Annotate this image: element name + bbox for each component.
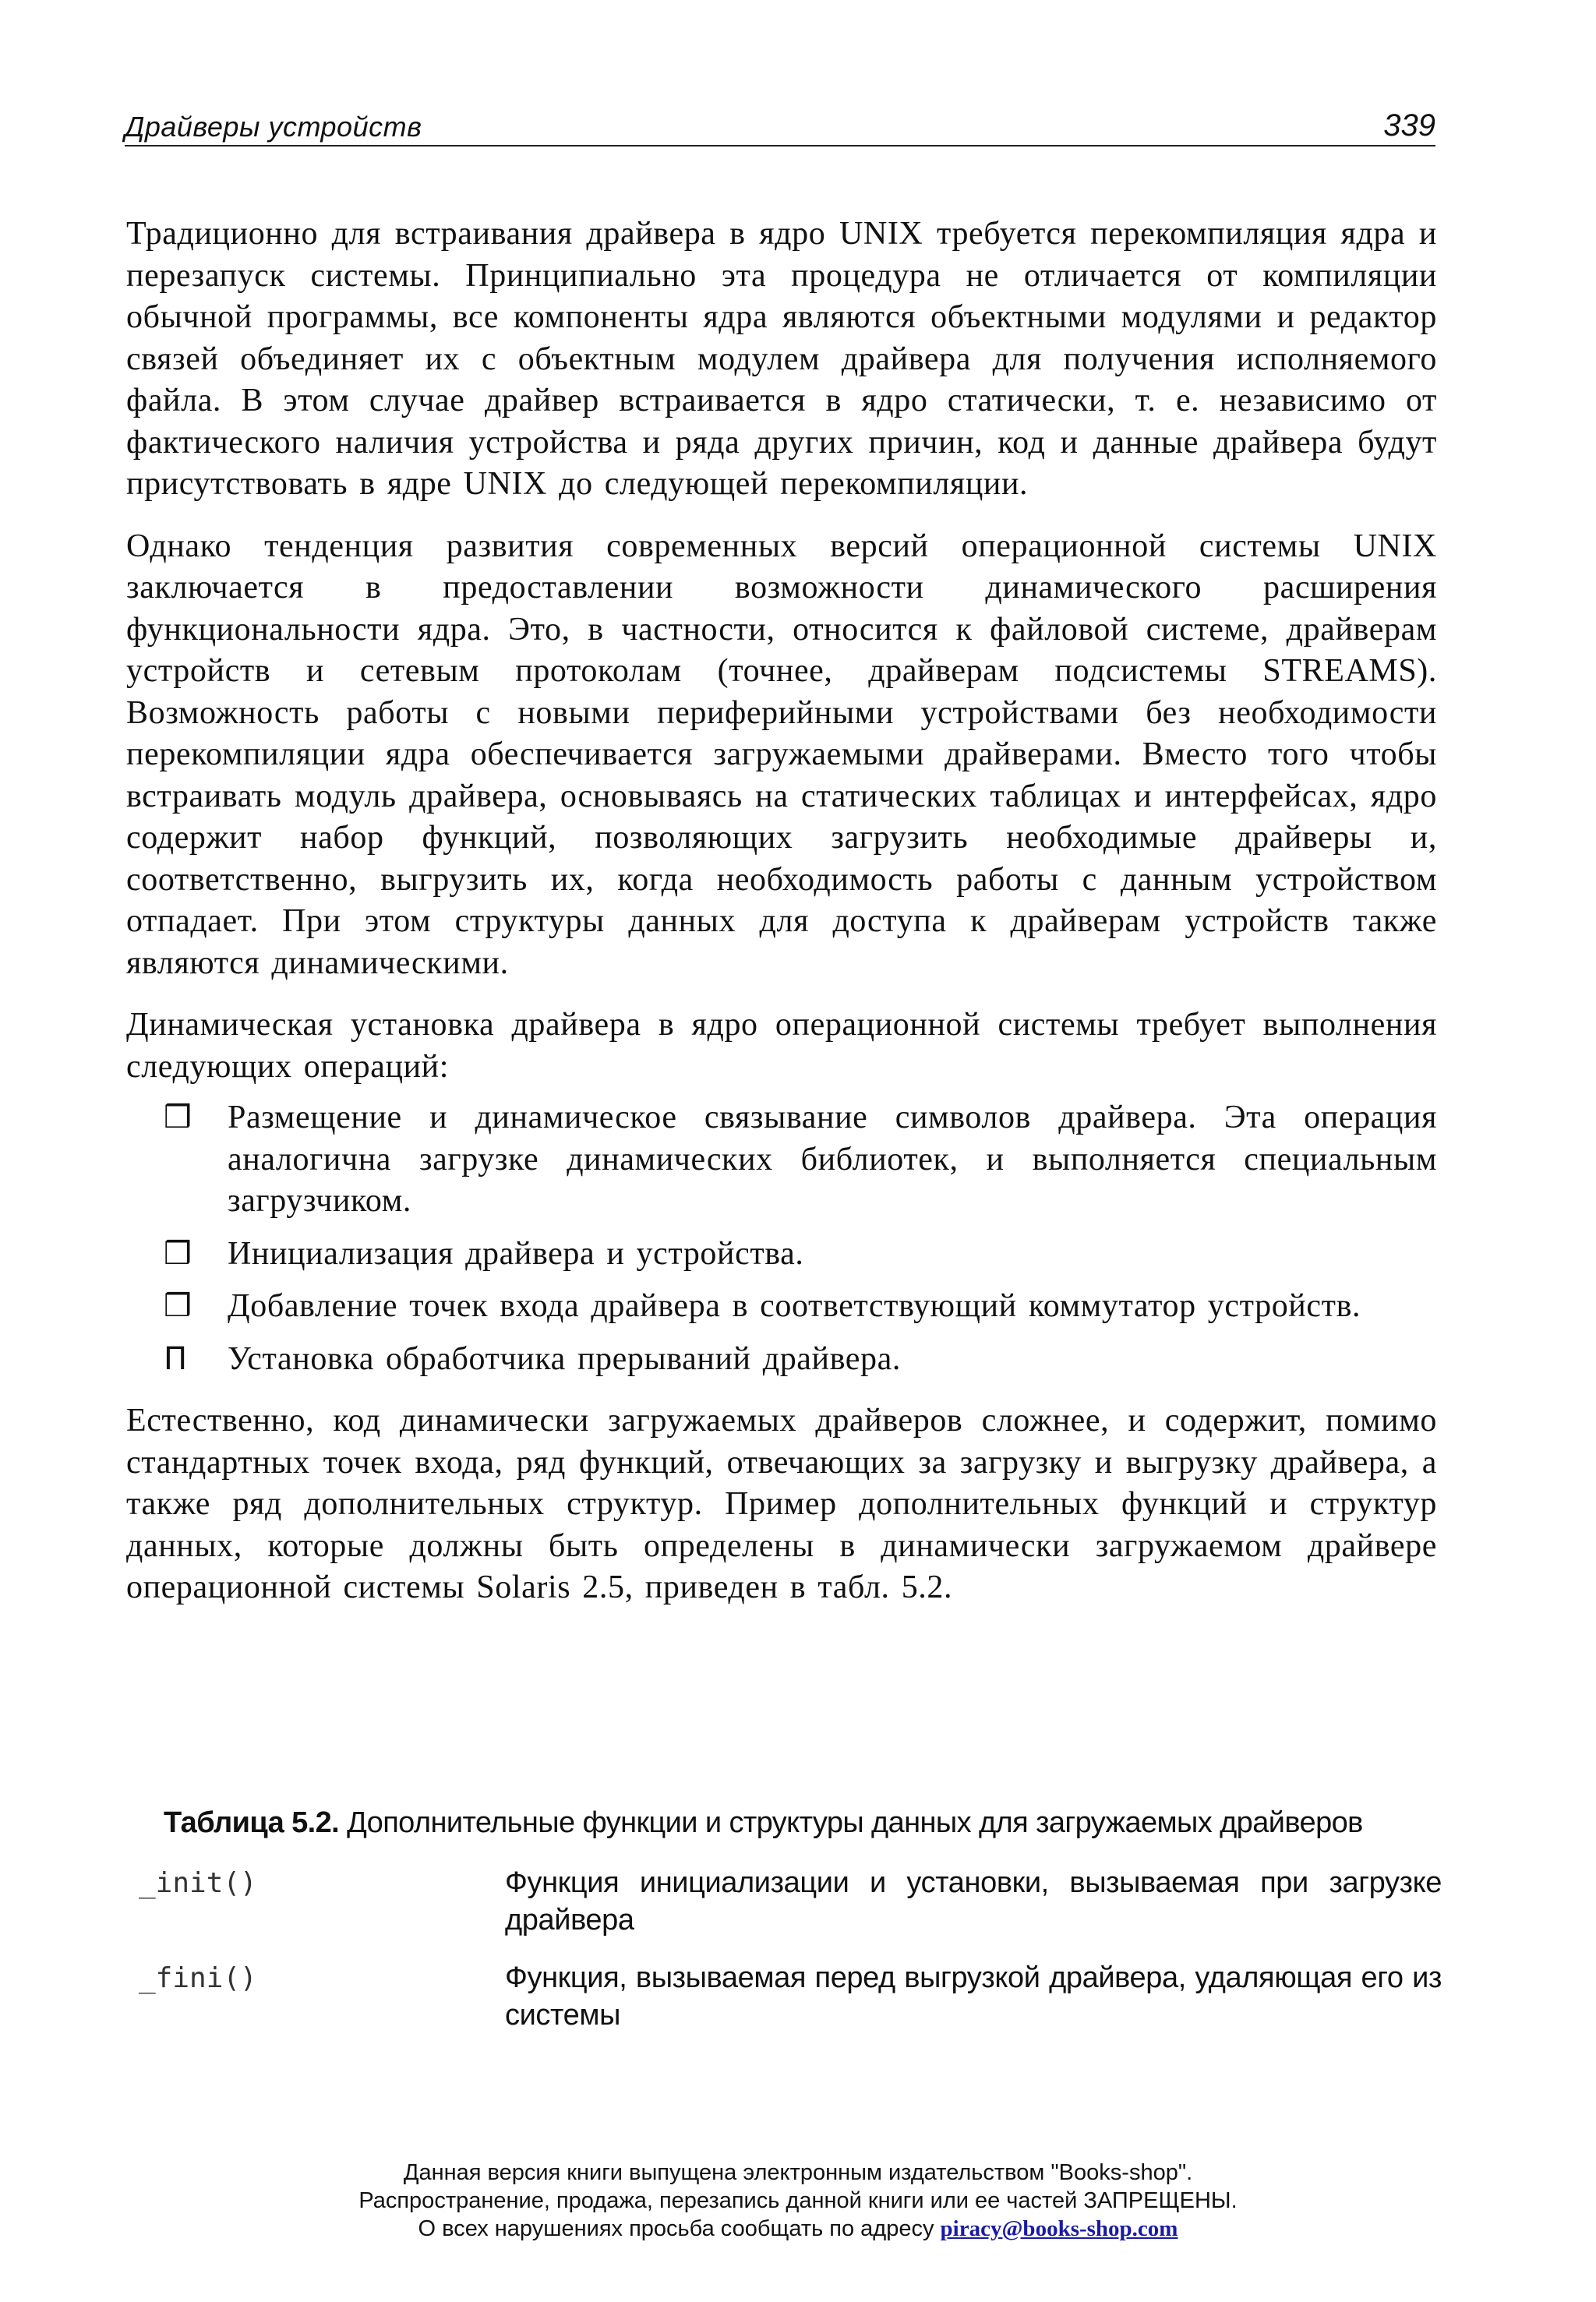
publisher-footer bbox=[0, 2159, 1596, 2243]
list-item bbox=[126, 1234, 1437, 1276]
checkbox-bullet-icon: ❒ bbox=[164, 1235, 192, 1272]
function-name: _init() bbox=[139, 1867, 257, 1899]
function-name: _fini() bbox=[139, 1962, 257, 1994]
paragraph-4: Естественно, код динамически загружаемых драйверов сложнее, и содержит, помимо стандартных точек входа, ряд функций, отвечающих за загрузку и выгрузку драйвера, а также ряд дополнительных структур. Пример дополнительных функций и структур данных, которые должны быть определены в динамически загружаемом драйвере операционной системы Solaris 2.5, приведен в табл. 5.2. bbox=[126, 1403, 1437, 1605]
main-text bbox=[126, 214, 1437, 1629]
table-row bbox=[139, 1864, 1442, 1939]
paragraph-2: Однако тенденция развития современных версий операционной системы UNIX заключается в предоставлении возможности динамического расширения функциональности ядра. Это, в частности, относится к файловой системе, драйверам устройств и сетевым протоколам (точнее, драйверам подсистемы STREAMS). Возможность работы с новыми периферийными устройствами без необходимости перекомпиляции ядра обеспечивается загружаемыми драйверами. Вместо того чтобы встраивать модуль драйвера, основываясь на статических таблицах и интерфейсах, ядро содержит набор функций, позволяющих загрузить необходимые драйверы и, соответственно, выгрузить их, когда необходимость работы с данным устройством отпадает. При этом структуры данных для доступа к драйверам устройств также являются динамическими. bbox=[126, 528, 1437, 981]
table-caption-label: Таблица 5.2. bbox=[164, 1806, 340, 1839]
footer-line-3 bbox=[0, 2215, 1596, 2243]
functions-table bbox=[139, 1864, 1442, 2054]
list-item-text: Добавление точек входа драйвера в соответствующий коммутатор устройств. bbox=[228, 1288, 1361, 1324]
table-row bbox=[139, 1959, 1442, 2034]
function-description: Функция инициализации и установки, вызываемая при загрузке драйвера bbox=[505, 1866, 1442, 1937]
header-title: Драйверы устройств bbox=[125, 111, 422, 143]
checkbox-bullet-icon: ❒ bbox=[164, 1100, 192, 1135]
paragraph-1: Традиционно для встраивания драйвера в ядро UNIX требуется перекомпиляция ядра и перезапуск системы. Принципиально эта процедура не отличается от компиляции обычной программы, все компоненты ядра являются объектными модулями и редактор связей объединяет их с объектным модулем драйвера для получения исполняемого файла. В этом случае драйвер встраивается в ядро статически, т. е. независимо от фактического наличия устройства и ряда других причин, код и данные драйвера будут присутствовать в ядре UNIX до следующей перекомпиляции. bbox=[126, 216, 1437, 502]
list-item-text: Размещение и динамическое связывание символов драйвера. Эта операция аналогична загрузке динамических библиотек, и выполняется специальным загрузчиком. bbox=[228, 1100, 1437, 1219]
paragraph-3: Динамическая установка драйвера в ядро операционной системы требует выполнения следующих операций: bbox=[126, 1007, 1437, 1085]
list-item bbox=[126, 1097, 1437, 1223]
table-caption bbox=[164, 1806, 1442, 1840]
checkbox-bullet-icon: ❒ bbox=[164, 1288, 192, 1324]
page-number: 339 bbox=[1383, 108, 1435, 143]
piracy-email-link[interactable]: piracy@books-shop.com bbox=[940, 2216, 1178, 2241]
list-item-text: Инициализация драйвера и устройства. bbox=[228, 1235, 804, 1272]
footer-line-1: Данная версия книги выпущена электронным издательством "Books-shop". bbox=[403, 2160, 1193, 2185]
list-item-text: Установка обработчика прерываний драйвера. bbox=[228, 1340, 901, 1377]
list-item bbox=[126, 1286, 1437, 1328]
running-header bbox=[125, 108, 1435, 147]
footer-line-3-text: О всех нарушениях просьба сообщать по адресу bbox=[418, 2216, 934, 2241]
operations-list bbox=[126, 1097, 1437, 1380]
list-item bbox=[126, 1339, 1437, 1381]
footer-line-2: Распространение, продажа, перезапись данной книги или ее частей ЗАПРЕЩЕНЫ. bbox=[358, 2188, 1238, 2213]
table-caption-text: Дополнительные функции и структуры данных для загружаемых драйверов bbox=[347, 1806, 1363, 1839]
bullet-marker: П bbox=[164, 1340, 188, 1377]
function-description: Функция, вызываемая перед выгрузкой драйвера, удаляющая его из системы bbox=[505, 1961, 1442, 2032]
